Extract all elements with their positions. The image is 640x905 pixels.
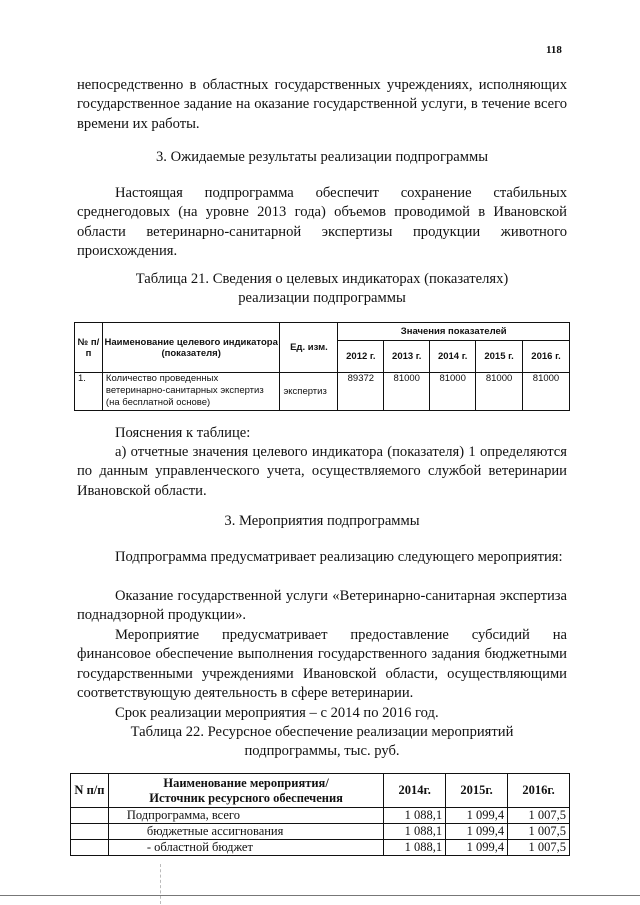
table21-header-unit: Ед. изм. [280,323,338,373]
section-heading-expected-results: 3. Ожидаемые результаты реализации подпрограммы [155,149,489,165]
table22-header-num: N п/п [71,774,109,808]
table21-header-num: № п/п [75,323,103,373]
table21-cell-2013: 81000 [384,373,430,411]
table21-year-2012: 2012 г. [338,341,384,373]
table22-cell-2015: 1 099,4 [446,840,508,856]
table22-year-2015: 2015г. [446,774,508,808]
table21-header-name: Наименование целевого индикатора (показателя) [102,323,280,373]
paragraph-expected-results: Настоящая подпрограмма обеспечит сохранение стабильных среднегодовых (на уровне 2013 года) объемов проводимой в Ивановской области ветеринарно-санитарной экспертизы продукции животного происхождения. [77,185,567,260]
table22-cell-num [71,808,109,824]
table-notes-title: Пояснения к таблице: [115,425,251,441]
page-number: 118 [546,44,562,56]
paragraph-activities-intro: Подпрограмма предусматривает реализацию следующего мероприятия: [115,549,563,565]
table-row [71,840,570,856]
table21-cell-2012: 89372 [338,373,384,411]
table21 [74,322,570,411]
table21-cell-name: Количество проведенных ветеринарно-санитарных экспертиз (на бесплатной основе) [102,373,280,411]
table22-row-name: Подпрограмма, всего [108,808,383,824]
scan-margin-line [160,864,161,904]
table22-cell-2014: 1 088,1 [384,840,446,856]
table22-header-name-line2: Источник ресурсного обеспечения [149,790,343,805]
table22-cell-2014: 1 088,1 [384,808,446,824]
table22-cell-2016: 1 007,5 [508,824,570,840]
page-bottom-edge [0,895,640,896]
table22-cell-2015: 1 099,4 [446,824,508,840]
section-heading-activities: 3. Мероприятия подпрограммы [224,513,420,529]
table22-cell-num [71,840,109,856]
table21-cell-2014: 81000 [430,373,476,411]
table21-caption-line2: реализации подпрограммы [238,290,406,306]
table22-cell-2016: 1 007,5 [508,808,570,824]
table22-row-name: - областной бюджет [108,840,383,856]
table22-header-name [108,774,383,808]
table21-cell-num: 1. [75,373,103,411]
table-row [75,373,570,411]
paragraph-activity-term: Срок реализации мероприятия – с 2014 по 2016 год. [115,705,439,721]
table21-caption-line1: Таблица 21. Сведения о целевых индикаторах (показателях) [135,271,509,287]
table22-caption-line2: подпрограммы, тыс. руб. [244,743,400,759]
table22-header-name-line1: Наименование мероприятия/ [163,775,329,790]
table-row [71,824,570,840]
table21-cell-2015: 81000 [476,373,523,411]
table22-cell-num [71,824,109,840]
table21-year-2014: 2014 г. [430,341,476,373]
table22-caption-line1: Таблица 22. Ресурсное обеспечение реализации мероприятий [130,724,514,740]
table22-year-2016: 2016г. [508,774,570,808]
table22-cell-2015: 1 099,4 [446,808,508,824]
table21-cell-unit: экспертиз [280,373,338,411]
table-notes-text: а) отчетные значения целевого индикатора (показателя) 1 определяются по данным управленческого учета, осуществляемого службой ветеринарии Ивановской области. [77,444,567,499]
table22-year-2014: 2014г. [384,774,446,808]
table22-cell-2016: 1 007,5 [508,840,570,856]
paragraph-continuation: непосредственно в областных государственных учреждениях, исполняющих государственное задание на оказание государственной услуги, в течение всего времени их работы. [77,77,567,132]
paragraph-activity-service: Оказание государственной услуги «Ветеринарно-санитарная экспертиза поднадзорной продукции». [77,588,567,624]
table21-year-2015: 2015 г. [476,341,523,373]
table21-year-2013: 2013 г. [384,341,430,373]
table22-cell-2014: 1 088,1 [384,824,446,840]
paragraph-activity-subsidies: Мероприятие предусматривает предоставление субсидий на финансовое обеспечение выполнения государственного задания бюджетными государственными учреждениями Ивановской области, осуществляющими соответствующую деятельность в сфере ветеринарии. [77,627,567,702]
table22 [70,773,570,856]
table21-header-values: Значения показателей [338,323,570,341]
table22-row-name: бюджетные ассигнования [108,824,383,840]
table-row [71,808,570,824]
table21-cell-2016: 81000 [523,373,570,411]
table21-year-2016: 2016 г. [523,341,570,373]
